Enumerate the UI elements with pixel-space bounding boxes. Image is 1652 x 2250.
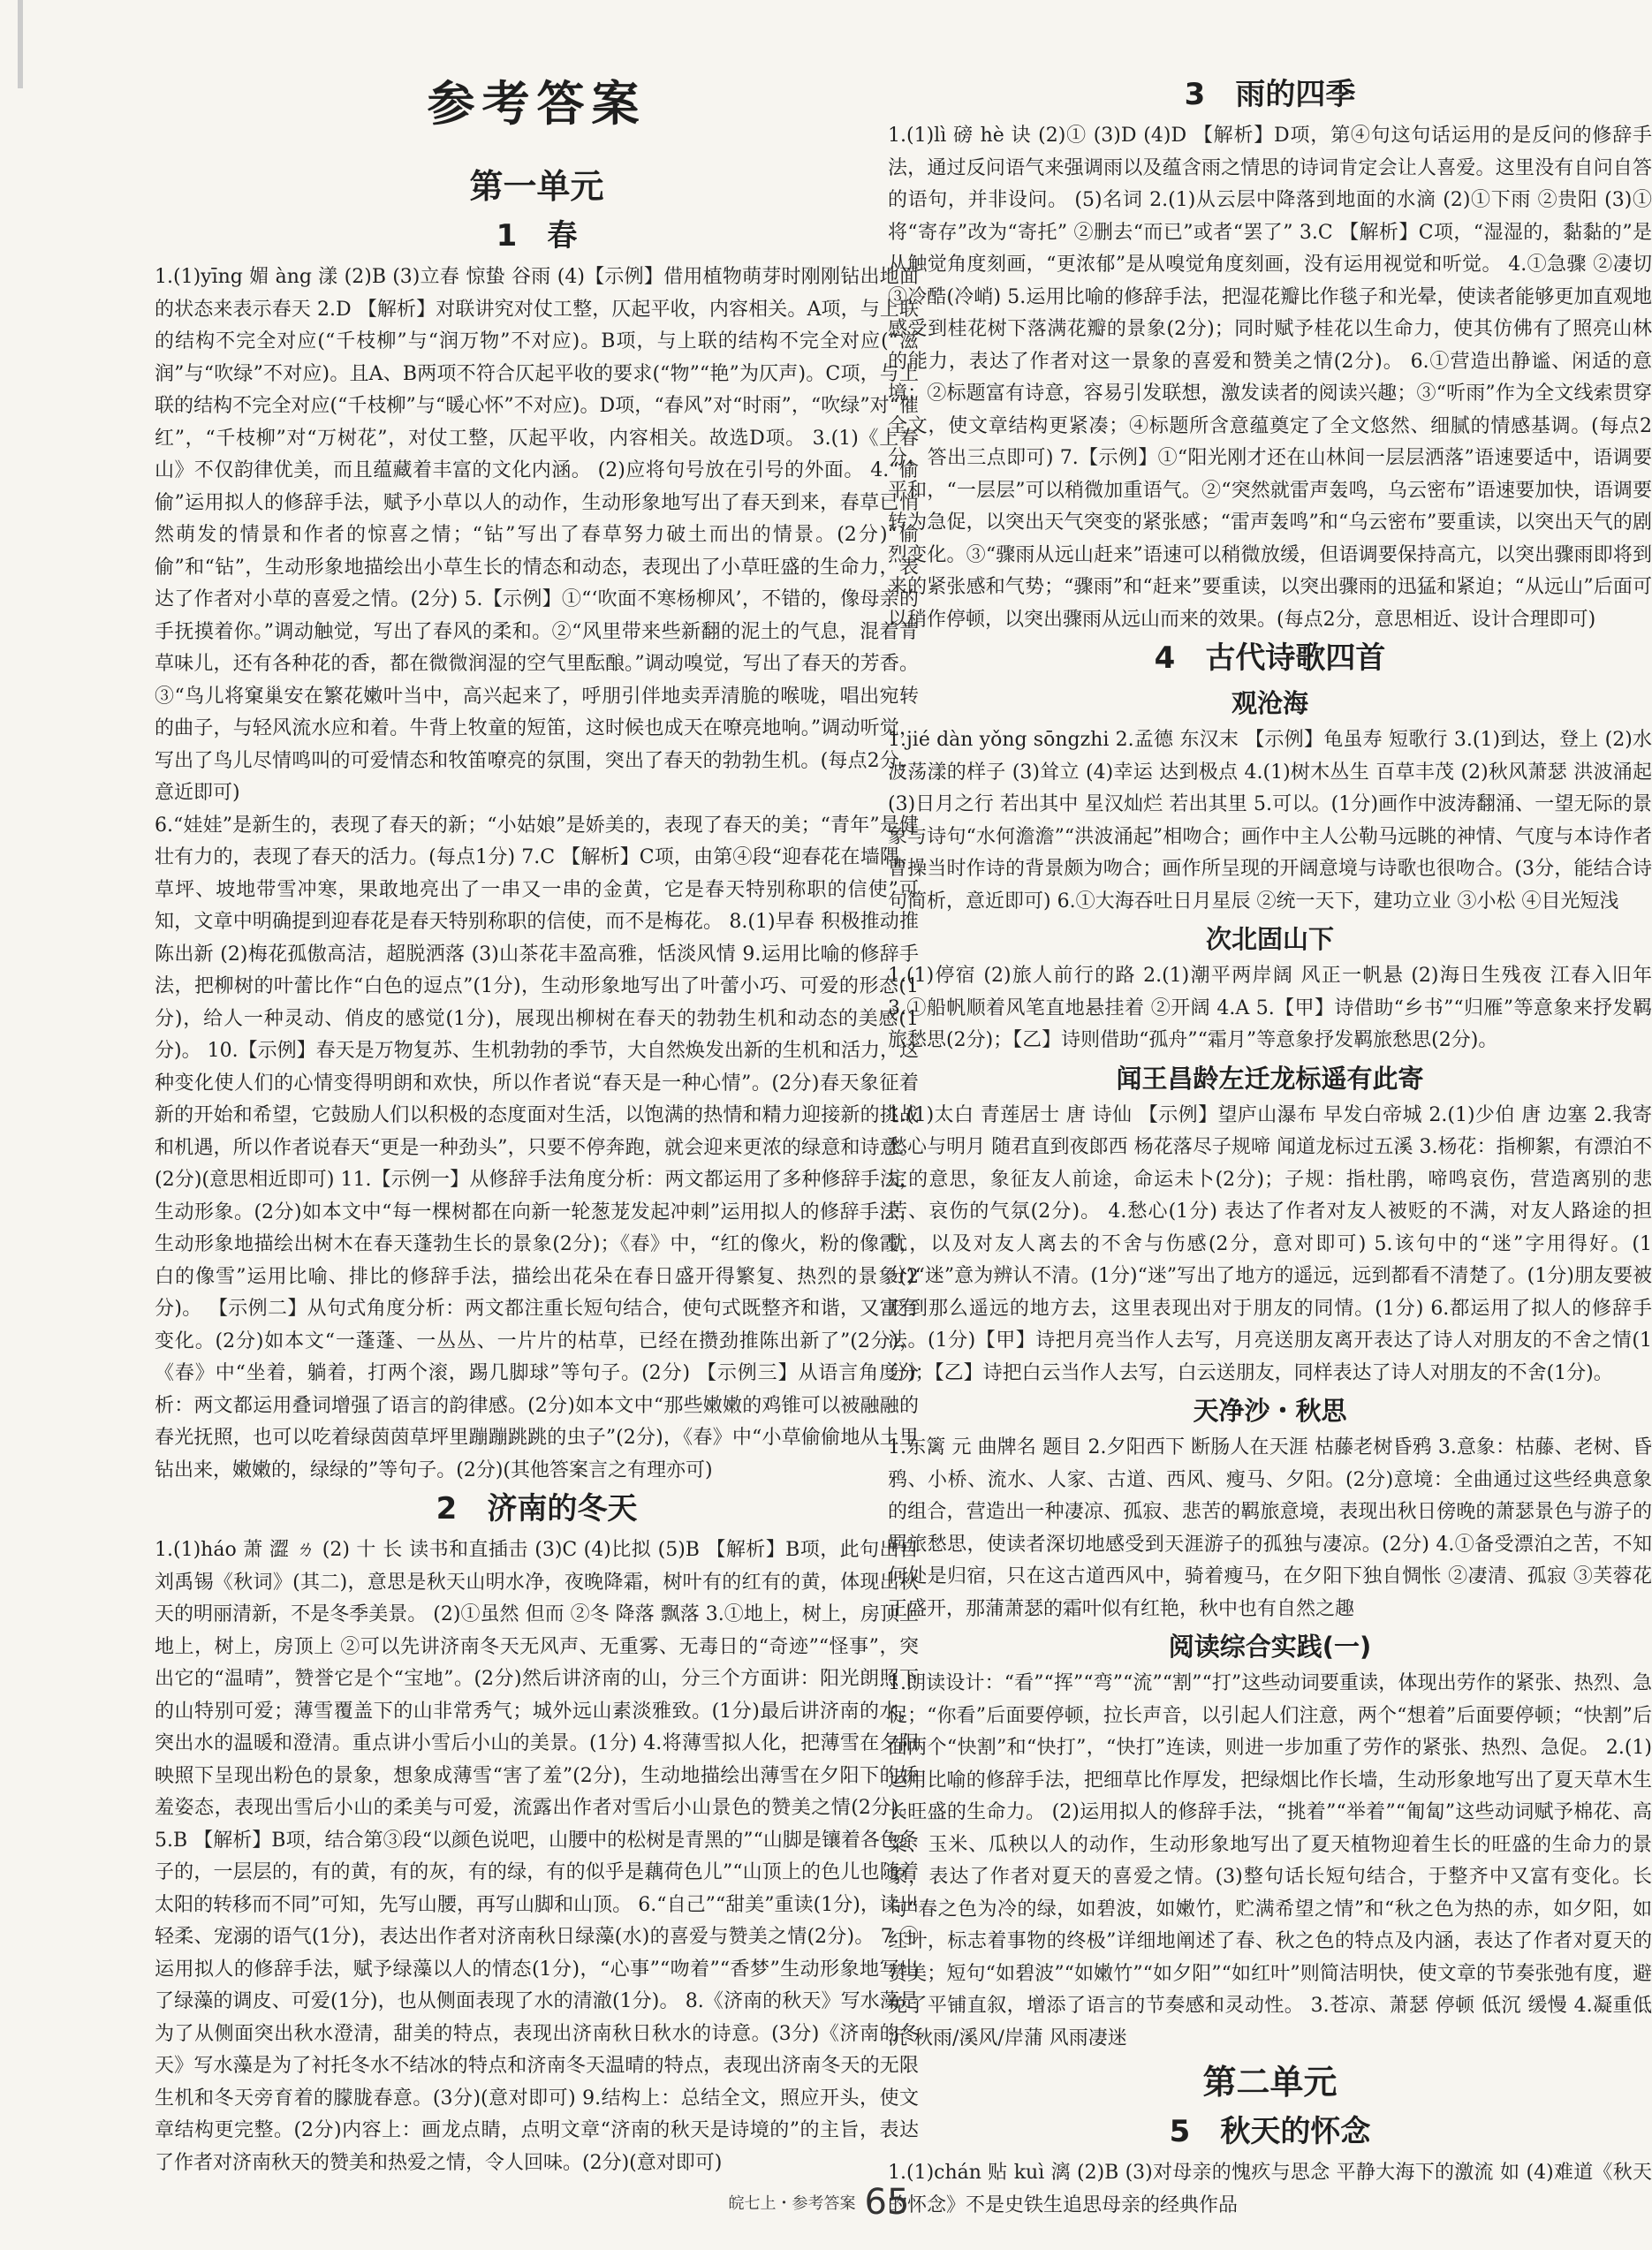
poem-guan-canghai-title: 观沧海 [1231,688,1308,718]
poem-guan-canghai-answers: 1.jié dàn yǒng sōngzhi 2.孟德 东汉末 【示例】龟虽寿 短歌行 3.(1)到达，登上 (2)水波荡漾的样子 (3)耸立 (4)幸运 达到极点 4.(1)树木丛生 百草丰茂 (2)秋风萧瑟 洪波涌起 (3)日月之行 若出其中 星汉灿烂 若出其里 5.可以。(1分)画作中波涛翻涌、一望无际的景象与诗句“水何澹澹”“洪波涌起”相吻合；画作中主人公勒马远眺的神情、气度与本诗作者曹操当时作诗的背景颇为吻合；画作所呈现的开阔意境与诗歌也很吻合。(3分，能结合诗句简析，意近即可) 6.①大海吞吐日月星辰 ②统一天下，建功立业 ③小松 ④目光短浅 [888,729,1652,913]
lesson-1-answers-part2: 6.“娃娃”是新生的，表现了春天的新；“小姑娘”是娇美的，表现了春天的美；“青年”是健壮有力的，表现了春天的活力。(每点1分) 7.C 【解析】C项，由第④段“迎春花在墙隅、草坪、坡地带雪冲寒，果敢地亮出了一串又一串的金黄，它是春天特别称职的信使”可知，文章中明确提到迎春花是春天特别称职的信使，而不是梅花。 8.(1)早春 积极推动推陈出新 (2)梅花孤傲高洁，超脱洒落 (3)山茶花丰盈高雅，恬淡风情 9.运用比喻的修辞手法，把柳树的叶蕾比作“白色的逗点”(1分)，生动形象地写出了叶蕾小巧、可爱的形态(1分)，给人一种灵动、俏皮的感觉(1分)，展现出柳树在春天的勃勃生机和动态的美感(1分)。 10.【示例】春天是万物复苏、生机勃勃的季节，大自然焕发出新的生机和活力，这种变化使人们的心情变得明朗和欢快，所以作者说“春天是一种心情”。(2分)春天象征着新的开始和希望，它鼓励人们以积极的态度面对生活，以饱满的热情和精力迎接新的挑战和机遇，所以作者说春天“更是一种劲头”，只要不停奔跑，就会迎来更浓的绿意和诗意。(2分)(意思相近即可) 11.【示例一】从修辞手法角度分析：两文都运用了多种修辞手法，生动形象。(2分)如本文中“每一棵树都在向新一轮葱茏发起冲刺”运用拟人的修辞手法，生动形象地描绘出树木在春天蓬勃生长的景象(2分)；《春》中，“红的像火，粉的像霞，白的像雪”运用比喻、排比的修辞手法，描绘出花朵在春日盛开得繁复、热烈的景象(2分)。 【示例二】从句式角度分析：两文都注重长短句结合，使句式既整齐和谐，又富有变化。(2分)如本文“一蓬蓬、一丛丛、一片片的枯草，已经在攒劲推陈出新了”(2分)，《春》中“坐着，躺着，打两个滚，踢几脚球”等句子。(2分) 【示例三】从语言角度分析：两文都运用叠词增强了语言的韵律感。(2分)如本文中“那些嫩嫩的鸡锥可以被融融的春光抚照，也可以吃着绿茵茵草坪里蹦蹦跳跳的虫子”(2分)，《春》中“小草偷偷地从土里钻出来，嫩嫩的，绿绿的”等句子。(2分)(其他答案言之有理亦可) [155,814,919,1481]
lesson-3-title: 3 雨的四季 [1184,77,1356,112]
poem-ci-beigushan-answers: 1.(1)停宿 (2)旅人前行的路 2.(1)潮平两岸阔 风正一帆悬 (2)海日生残夜 江春入旧年 3.①船帆顺着风笔直地悬挂着 ②开阔 4.A 5.【甲】诗借助“乡书”“归雁”等意象来抒发羁旅愁思(2分)；【乙】诗则借助“孤舟”“霜月”等意象抒发羁旅愁思(2分)。 [888,965,1652,1051]
poem-wen-wangchangling-answers: 1.(1)太白 青莲居士 唐 诗仙 【示例】望庐山瀑布 早发白帝城 2.(1)少伯 唐 边塞 2.我寄愁心与明月 随君直到夜郎西 杨花落尽子规啼 闻道龙标过五溪 3.杨花：指柳絮，有漂泊不定的意思，象征友人前途，命运未卜(2分)；子规：指杜鹃，啼鸣哀伤，营造离别的悲苦、哀伤的气氛(2分)。 4.愁心(1分) 表达了作者对友人被贬的不满，对友人路途的担忧，以及对友人离去的不舍与伤感(2分，意对即可) 5.该句中的“迷”字用得好。(1分)“迷”意为辨认不清。(1分)“迷”写出了地方的遥远，远到都看不清楚了。(1分)朋友要被贬到那么遥远的地方去，这里表现出对于朋友的同情。(1分) 6.都运用了拟人的修辞手法。(1分)【甲】诗把月亮当作人去写，月亮送朋友离开表达了诗人对朋友的不舍之情(1分)；【乙】诗把白云当作人去写，白云送朋友，同样表达了诗人对朋友的不舍(1分)。 [888,1103,1652,1384]
page-title: 参考答案 [427,76,647,132]
poem-wen-wangchangling-title: 闻王昌龄左迁龙标遥有此寄 [1116,1063,1424,1094]
page-footer [0,2182,1638,2223]
reading-practice-title: 阅读综合实践(一) [1168,1632,1372,1662]
footer-label: 皖七上・参考答案 [728,2194,856,2213]
right-column [888,72,1652,2216]
unit-two-title: 第二单元 [1202,2063,1338,2102]
poem-tianjingsha-answers: 1.东篱 元 曲牌名 题目 2.夕阳西下 断肠人在天涯 枯藤老树昏鸦 3.意象：枯藤、老树、昏鸦、小桥、流水、人家、古道、西风、瘦马、夕阳。(2分)意境：全曲通过这些经典意象的组合，营造出一种凄凉、孤寂、悲苦的羁旅意境，表现出秋日傍晚的萧瑟景色与游子的羁旅愁思，使读者深切地感受到天涯游子的孤独与凄凉。(2分) 4.①备受漂泊之苦，不知何处是归宿，只在这古道西风中，骑着瘦马，在夕阳下独自惆怅 ②凄清、孤寂 ③芙蓉花正盛开，那蒲萧瑟的霜叶似有红艳，秋中也有自然之趣 [888,1436,1652,1620]
poem-ci-beigushan-title: 次北固山下 [1205,924,1334,954]
lesson-1-answers-part1: 1.(1)yīng 媚 àng 漾 (2)B (3)立春 惊蛰 谷雨 (4)【示例】借用植物萌芽时刚刚钻出地面的状态来表示春天 2.D 【解析】对联讲究对仗工整，仄起平收，内容相关。A项，与上联的结构不完全对应(“千枝柳”与“润万物”不对应)。B项，与上联的结构不完全对应(“滋润”与“吹绿”不对应)。且A、B两项不符合仄起平收的要求(“物”“艳”为仄声)。C项，与上联的结构不完全对应(“千枝柳”与“暖心怀”不对应)。D项，“春风”对“时雨”，“吹绿”对“催红”，“千枝柳”对“万树花”，对仗工整，仄起平收，内容相关。故选D项。 3.(1)《上春山》不仅韵律优美，而且蕴藏着丰富的文化内涵。 (2)应将句号放在引号的外面。 4.“偷偷”运用拟人的修辞手法，赋予小草以人的动作，生动形象地写出了春天到来，春草已悄然萌发的情景和作者的惊喜之情；“钻”写出了春草努力破土而出的情景。(2分)“偷偷”和“钻”，生动形象地描绘出小草生长的情态和动态，表现出了小草旺盛的生命力，表达了作者对小草的喜爱之情。(2分) 5.【示例】①“‘吹面不寒杨柳风’，不错的，像母亲的手抚摸着你。”调动触觉，写出了春风的柔和。②“风里带来些新翻的泥土的气息，混着青草味儿，还有各种花的香，都在微微润湿的空气里酝酿。”调动嗅觉，写出了春天的芳香。③“鸟儿将窠巢安在繁花嫩叶当中，高兴起来了，呼朋引伴地卖弄清脆的喉咙，唱出宛转的曲子，与轻风流水应和着。牛背上牧童的短笛，这时候也成天在嘹亮地响。”调动听觉，写出了鸟儿尽情鸣叫的可爱情态和牧笛嘹亮的氛围，突出了春天的勃勃生机。(每点2分，意近即可) [155,266,920,804]
lesson-3-answers: 1.(1)lì 磅 hè 诀 (2)① (3)D (4)D 【解析】D项，第④句这句话运用的是反问的修辞手法，通过反问语气来强调雨以及蕴含雨之情思的诗词肯定会让人喜爱。这里没有自问自答的语句，并非设问。 (5)名词 2.(1)从云层中降落到地面的水滴 (2)①下雨 ②贵阳 (3)①将“寄存”改为“寄托” ②删去“而已”或者“罢了” 3.C 【解析】C项，“湿湿的，黏黏的”是从触觉角度刻画，“更浓郁”是从嗅觉角度刻画，没有运用视觉和听觉。 4.①急骤 ②凄切 ③冷酷(冷峭) 5.运用比喻的修辞手法，把湿花瓣比作毯子和光晕，使读者能够更加直观地感受到桂花树下落满花瓣的景象(2分)；同时赋予桂花以生命力，使其仿佛有了照亮山林的能力，表达了作者对这一景象的喜爱和赞美之情(2分)。 6.①营造出静谧、闲适的意境；②标题富有诗意，容易引发联想，激发读者的阅读兴趣；③“听雨”作为全文线索贯穿全文，使文章结构更紧凑；④标题所含意蕴奠定了全文悠然、细腻的情感基调。(每点2分，答出三点即可) 7.【示例】①“阳光刚才还在山林间一层层洒落”语速要适中，语调要平和，“一层层”可以稍微加重语气。②“突然就雷声轰鸣，乌云密布”语速要加快，语调要转为急促，以突出天气突变的紧张感；“雷声轰鸣”和“乌云密布”要重读，以突出天气的剧烈变化。③“骤雨从远山赶来”语速可以稍微放缓，但语调要保持高亢，以突出骤雨即将到来的紧张感和气势；“骤雨”和“赶来”要重读，以突出骤雨的迅猛和紧迫；“从远山”后面可以稍作停顿，以突出骤雨从远山而来的效果。(每点2分，意思相近、设计合理即可) [888,125,1652,631]
lesson-2-title: 2 济南的冬天 [436,1491,638,1527]
poem-tianjingsha-title: 天净沙・秋思 [1193,1396,1347,1426]
left-column [155,62,920,2174]
lesson-5-answers: 1.(1)chán 贴 kuì 漓 (2)B (3)对母亲的愧疚与思念 平静大海下的激流 如 (4)难道《秋天的怀念》不是史铁生追思母亲的经典作品 [888,2162,1652,2216]
lesson-4-title: 4 古代诗歌四首 [1154,640,1386,676]
page-number: 65 [864,2182,910,2223]
page-edge-mark [18,0,23,88]
unit-one-title: 第一单元 [469,167,604,206]
lesson-2-answers: 1.(1)háo 萧 澀 ㄌ (2) 十 长 读书和直插击 (3)C (4)比拟 (5)B 【解析】B项，此句出自刘禹锡《秋词》(其二)，意思是秋天山明水净，夜晚降霜，树叶有的红有的黄，体现出秋天的明丽清新，不是冬季美景。 (2)①虽然 但而 ②冬 降落 飘落 3.①地上，树上，房顶上 地上，树上，房顶上 ②可以先讲济南冬天无风声、无重雾、无毒日的“奇迹”“怪事”，突出它的“温晴”，赞誉它是个“宝地”。(2分)然后讲济南的山，分三个方面讲：阳光朗照下的山特别可爱；薄雪覆盖下的山非常秀气；城外远山素淡雅致。(1分)最后讲济南的水，突出水的温暖和澄清。重点讲小雪后小山的美景。(1分) 4.将薄雪拟人化，把薄雪在夕阳映照下呈现出粉色的景象，想象成薄雪“害了羞”(2分)，生动地描绘出薄雪在夕阳下的娇羞姿态，表现出雪后小山的柔美与可爱，流露出作者对雪后小山景色的赞美之情(2分)。 5.B 【解析】B项，结合第③段“以颜色说吧，山腰中的松树是青黑的”“山脚是镶着各色条子的，一层层的，有的黄，有的灰，有的绿，有的似乎是藕荷色儿”“山顶上的色儿也随着太阳的转移而不同”可知，先写山腰，再写山脚和山顶。 6.“自己”“甜美”重读(1分)，读出轻柔、宠溺的语气(1分)，表达出作者对济南秋日绿藻(水)的喜爱与赞美之情(2分)。 7.④运用拟人的修辞手法，赋予绿藻以人的情态(1分)，“心事”“吻着”“香梦”生动形象地写出了绿藻的调皮、可爱(1分)，也从侧面表现了水的清澈(1分)。 8.《济南的秋天》写水藻是为了从侧面突出秋水澄清，甜美的特点，表现出济南秋日秋水的诗意。(3分)《济南的冬天》写水藻是为了衬托冬水不结冰的特点和济南冬天温晴的特点，表现出济南冬天的无限生机和冬天旁育着的朦胧春意。(3分)(意对即可) 9.结构上：总结全文，照应开头，使文章结构更完整。(2分)内容上：画龙点睛，点明文章“济南的秋天是诗境的”的主旨，表达了作者对济南秋天的赞美和热爱之情，令人回味。(2分)(意对即可) [155,1539,919,2174]
lesson-1-title: 1 春 [496,218,578,254]
reading-practice-answers: 1.朗读设计：“看”“挥”“弯”“流”“割”“打”这些动词要重读，体现出劳作的紧张、热烈、急促；“你看”后面要停顿，拉长声音，以引起人们注意，两个“想着”后面要停顿；“快割”后面两个“快割”和“快打”，“快打”连读，则进一步加重了劳作的紧张、热烈、急促。 2.(1)运用比喻的修辞手法，把细草比作厚发，把绿烟比作长墙，生动形象地写出了夏天草木生长旺盛的生命力。 (2)运用拟人的修辞手法，“挑着”“举着”“匍匐”这些动词赋予棉花、高粱、玉米、瓜秧以人的动作，生动形象地写出了夏天植物迎着生长的旺盛的生命力的景象，表达了作者对夏天的喜爱之情。(3)整句话长短句结合，于整齐中又富有变化。长句“春之色为冷的绿，如碧波，如嫩竹，贮满希望之情”和“秋之色为热的赤，如夕阳，如红叶，标志着事物的终极”详细地阐述了春、秋之色的特点及内涵，表达了作者对夏天的赞美；短句“如碧波”“如嫩竹”“如夕阳”“如红叶”则简洁明快，使文章的节奏张弛有度，避免了平铺直叙，增添了语言的节奏感和灵动性。 3.苍凉、萧瑟 停顿 低沉 缓慢 4.凝重低沉 秋雨/溪风/岸蒲 风雨凄迷 [888,1672,1652,2049]
lesson-5-title: 5 秋天的怀念 [1169,2114,1371,2149]
